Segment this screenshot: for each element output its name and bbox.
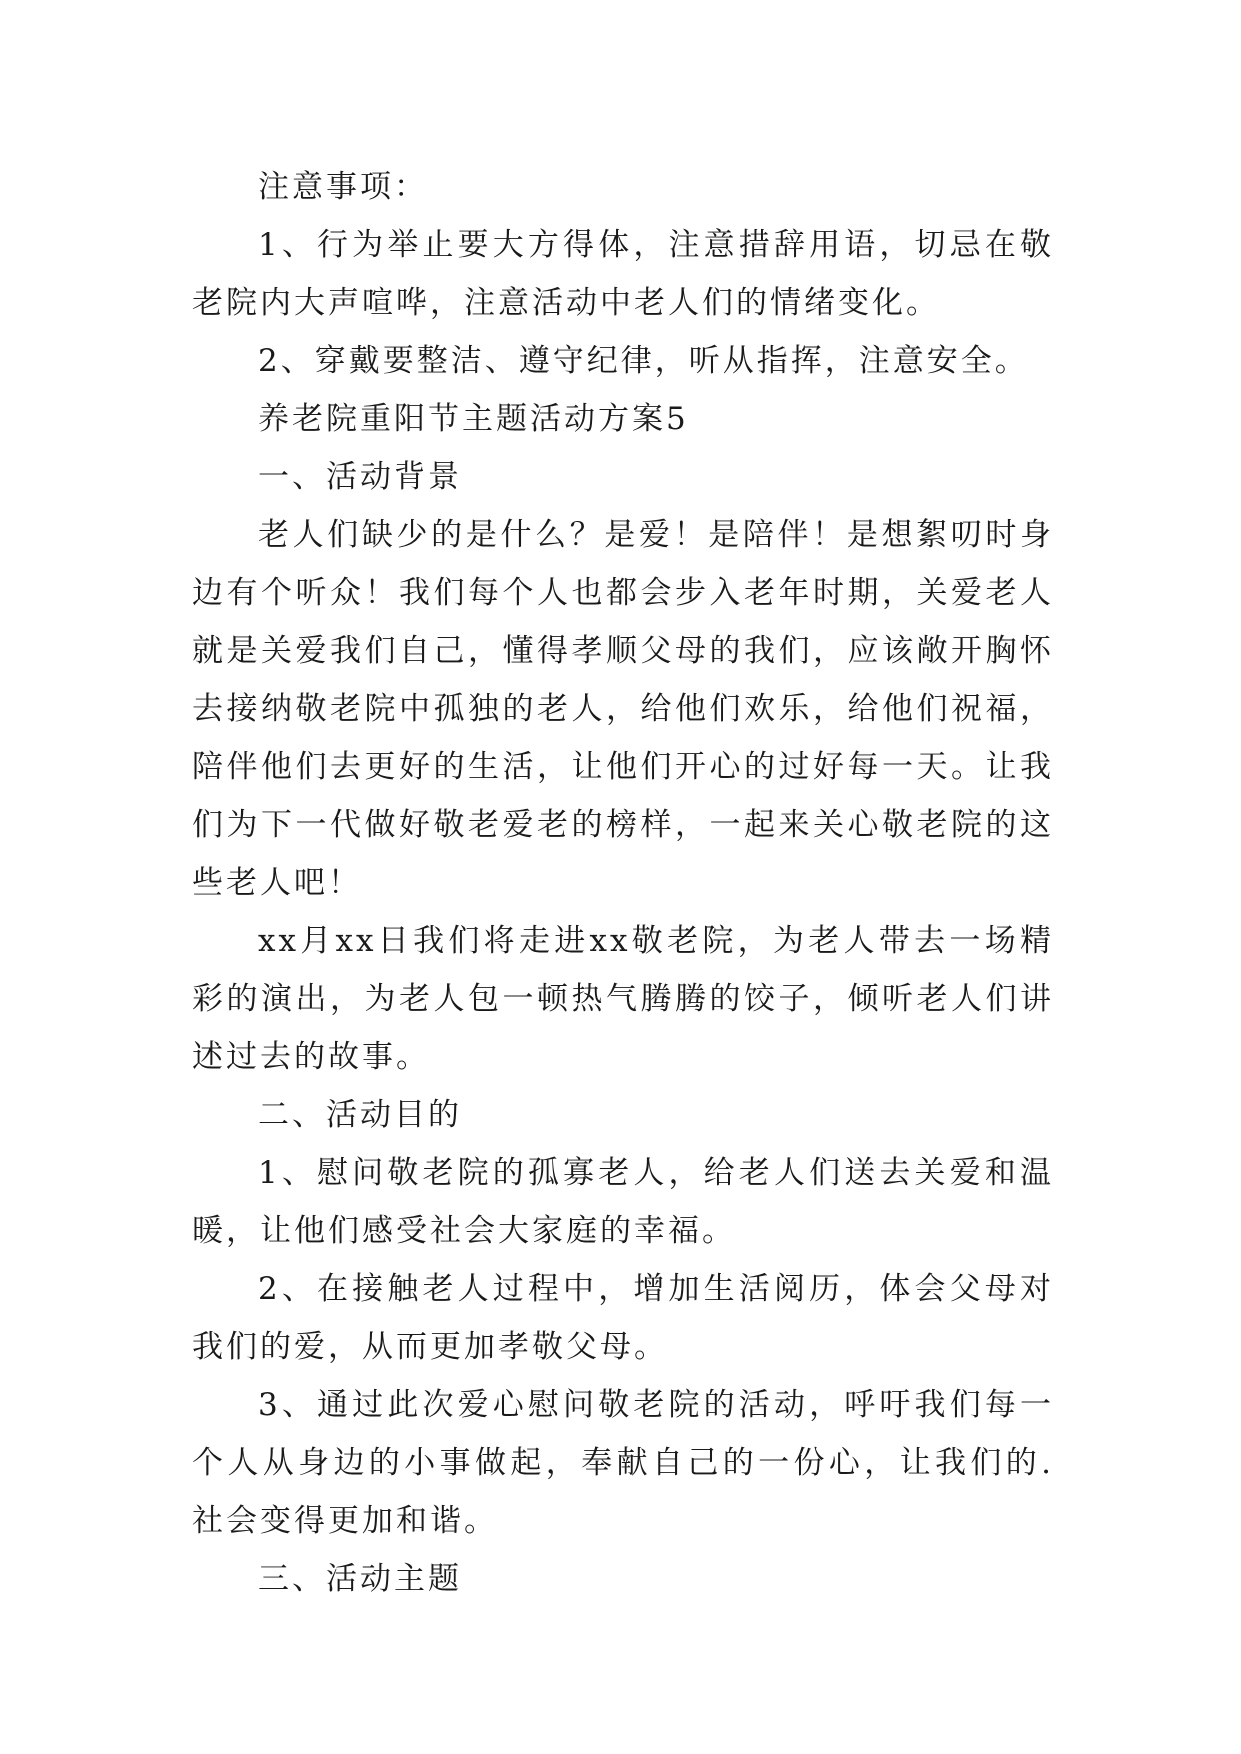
paragraph-notes-heading: 注意事项： [258, 169, 428, 205]
paragraph-plan-title: 养老院重阳节主题活动方案5 [258, 401, 689, 437]
paragraph-note-1: 1、行为举止要大方得体，注意措辞用语，切忌在敬老院内大声喧哗，注意活动中老人们的情绪变化。 [192, 227, 1054, 321]
paragraph-background-1: 老人们缺少的是什么？是爱！是陪伴！是想絮叨时身边有个听众！我们每个人也都会步入老年时期，关爱老人就是关爱我们自己，懂得孝顺父母的我们，应该敞开胸怀去接纳敬老院中孤独的老人，给他们欢乐，给他们祝福，陪伴他们去更好的生活，让他们开心的过好每一天。让我们为下一代做好敬老爱老的榜样，一起来关心敬老院的这些老人吧！ [192, 517, 1054, 901]
paragraph-note-2: 2、穿戴要整洁、遵守纪律，听从指挥，注意安全。 [258, 343, 1029, 379]
paragraph-background-2: xx月xx日我们将走进xx敬老院，为老人带去一场精彩的演出，为老人包一顿热气腾腾的饺子，倾听老人们讲述过去的故事。 [192, 923, 1054, 1075]
section-heading-background: 一、活动背景 [258, 459, 462, 495]
paragraph-purpose-1: 1、慰问敬老院的孤寡老人，给老人们送去关爱和温暖，让他们感受社会大家庭的幸福。 [192, 1155, 1054, 1249]
paragraph-purpose-2: 2、在接触老人过程中，增加生活阅历，体会父母对我们的爱，从而更加孝敬父母。 [192, 1271, 1054, 1365]
document-body [192, 158, 1054, 1608]
paragraph-purpose-3: 3、通过此次爱心慰问敬老院的活动，呼吁我们每一个人从身边的小事做起，奉献自己的一份心，让我们的.社会变得更加和谐。 [192, 1387, 1054, 1539]
section-heading-purpose: 二、活动目的 [258, 1097, 462, 1133]
section-heading-theme: 三、活动主题 [258, 1561, 462, 1597]
